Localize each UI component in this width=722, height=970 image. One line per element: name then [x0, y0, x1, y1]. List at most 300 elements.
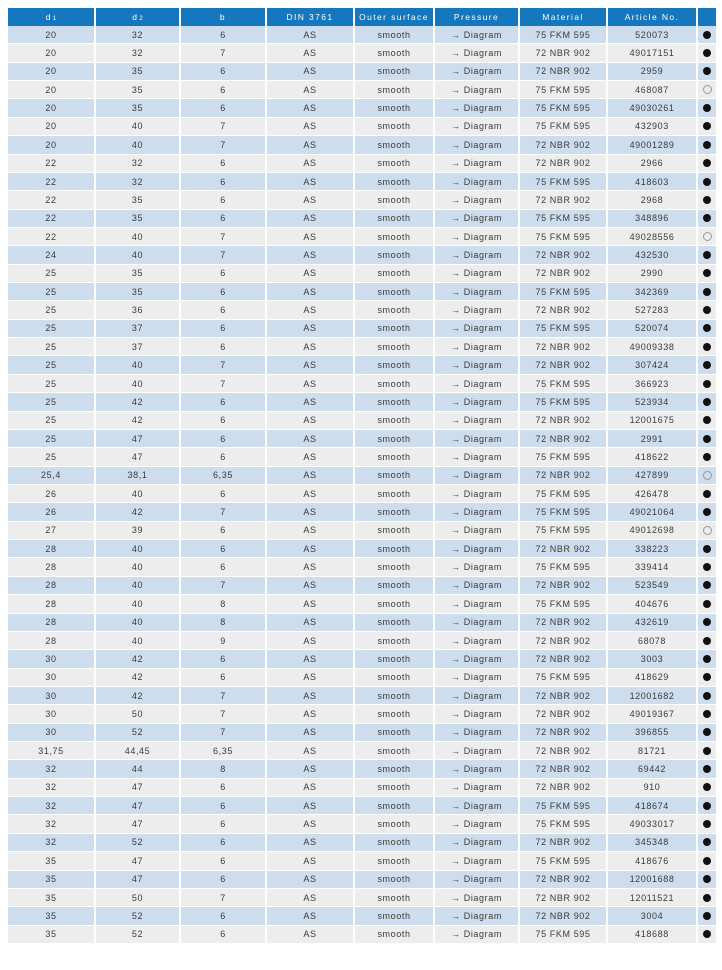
pressure-diagram-link[interactable]: → Diagram [435, 173, 520, 190]
availability-cell [698, 118, 716, 135]
table-row [8, 301, 716, 319]
cell-din-3761: AS [267, 522, 355, 539]
pressure-diagram-link[interactable]: → Diagram [435, 265, 520, 282]
cell-b: 7 [181, 375, 267, 392]
cell-outer-surface: smooth [355, 871, 435, 888]
pressure-diagram-link[interactable]: → Diagram [435, 760, 520, 777]
cell-article-no: 396855 [608, 724, 698, 741]
cell-outer-surface: smooth [355, 669, 435, 686]
cell-d2: 32 [96, 173, 181, 190]
cell-d1: 20 [8, 26, 96, 43]
cell-d1: 25 [8, 283, 96, 300]
cell-d2: 42 [96, 503, 181, 520]
cell-din-3761: AS [267, 155, 355, 172]
table-row [8, 614, 716, 632]
cell-article-no: 2990 [608, 265, 698, 282]
pressure-diagram-link[interactable]: → Diagram [435, 26, 520, 43]
cell-b: 6 [181, 558, 267, 575]
cell-d2: 35 [96, 283, 181, 300]
cell-b: 6 [181, 485, 267, 502]
pressure-diagram-link[interactable]: → Diagram [435, 871, 520, 888]
availability-cell [698, 246, 716, 263]
cell-din-3761: AS [267, 448, 355, 465]
table-row [8, 191, 716, 209]
table-row [8, 265, 716, 283]
cell-d2: 42 [96, 412, 181, 429]
filled-circle-icon [703, 288, 711, 296]
filled-circle-icon [703, 581, 711, 589]
cell-outer-surface: smooth [355, 393, 435, 410]
availability-cell [698, 210, 716, 227]
cell-outer-surface: smooth [355, 632, 435, 649]
table-row [8, 595, 716, 613]
availability-cell [698, 26, 716, 43]
cell-material: 75 FKM 595 [520, 503, 608, 520]
cell-d2: 35 [96, 191, 181, 208]
cell-din-3761: AS [267, 687, 355, 704]
cell-d2: 42 [96, 687, 181, 704]
availability-cell [698, 467, 716, 484]
cell-d2: 35 [96, 265, 181, 282]
cell-b: 7 [181, 687, 267, 704]
cell-b: 6 [181, 834, 267, 851]
pressure-diagram-link[interactable]: → Diagram [435, 724, 520, 741]
cell-material: 75 FKM 595 [520, 522, 608, 539]
cell-material: 72 NBR 902 [520, 356, 608, 373]
pressure-diagram-link[interactable]: → Diagram [435, 375, 520, 392]
cell-d2: 52 [96, 907, 181, 924]
cell-b: 6 [181, 522, 267, 539]
cell-article-no: 49001289 [608, 136, 698, 153]
availability-cell [698, 191, 716, 208]
cell-outer-surface: smooth [355, 705, 435, 722]
cell-b: 6,35 [181, 467, 267, 484]
cell-d1: 25 [8, 448, 96, 465]
cell-outer-surface: smooth [355, 338, 435, 355]
cell-outer-surface: smooth [355, 815, 435, 832]
pressure-diagram-link[interactable]: → Diagram [435, 448, 520, 465]
cell-article-no: 418622 [608, 448, 698, 465]
cell-material: 75 FKM 595 [520, 173, 608, 190]
table-row [8, 210, 716, 228]
pressure-diagram-link[interactable]: → Diagram [435, 852, 520, 869]
pressure-diagram-link[interactable]: → Diagram [435, 191, 520, 208]
cell-d1: 28 [8, 558, 96, 575]
cell-d2: 32 [96, 155, 181, 172]
cell-outer-surface: smooth [355, 448, 435, 465]
filled-circle-icon [703, 122, 711, 130]
cell-d1: 22 [8, 210, 96, 227]
pressure-diagram-link[interactable]: → Diagram [435, 558, 520, 575]
pressure-diagram-link[interactable]: → Diagram [435, 705, 520, 722]
open-circle-icon [703, 85, 712, 94]
table-row [8, 375, 716, 393]
cell-article-no: 49012698 [608, 522, 698, 539]
cell-din-3761: AS [267, 705, 355, 722]
filled-circle-icon [703, 802, 711, 810]
filled-circle-icon [703, 435, 711, 443]
cell-material: 75 FKM 595 [520, 393, 608, 410]
cell-din-3761: AS [267, 852, 355, 869]
table-row [8, 412, 716, 430]
pressure-diagram-link[interactable]: → Diagram [435, 118, 520, 135]
cell-d2: 40 [96, 136, 181, 153]
pressure-diagram-link[interactable]: → Diagram [435, 356, 520, 373]
cell-outer-surface: smooth [355, 26, 435, 43]
cell-article-no: 2966 [608, 155, 698, 172]
cell-material: 75 FKM 595 [520, 852, 608, 869]
pressure-diagram-link[interactable]: → Diagram [435, 338, 520, 355]
cell-d1: 20 [8, 63, 96, 80]
table-row [8, 118, 716, 136]
pressure-diagram-link[interactable]: → Diagram [435, 99, 520, 116]
column-header-d2 [96, 8, 181, 26]
cell-article-no: 342369 [608, 283, 698, 300]
cell-d2: 40 [96, 228, 181, 245]
pressure-diagram-link[interactable]: → Diagram [435, 632, 520, 649]
table-row [8, 577, 716, 595]
cell-din-3761: AS [267, 614, 355, 631]
table-row [8, 81, 716, 99]
cell-din-3761: AS [267, 283, 355, 300]
cell-din-3761: AS [267, 779, 355, 796]
cell-material: 75 FKM 595 [520, 797, 608, 814]
cell-b: 6 [181, 155, 267, 172]
table-row [8, 283, 716, 301]
pressure-diagram-link[interactable]: → Diagram [435, 815, 520, 832]
pressure-diagram-link[interactable]: → Diagram [435, 485, 520, 502]
cell-d1: 25 [8, 301, 96, 318]
filled-circle-icon [703, 49, 711, 57]
pressure-diagram-link[interactable]: → Diagram [435, 779, 520, 796]
cell-material: 72 NBR 902 [520, 907, 608, 924]
table-row [8, 669, 716, 687]
filled-circle-icon [703, 728, 711, 736]
cell-article-no: 2968 [608, 191, 698, 208]
table-row [8, 834, 716, 852]
cell-b: 6 [181, 852, 267, 869]
cell-d1: 35 [8, 871, 96, 888]
availability-cell [698, 540, 716, 557]
cell-d1: 20 [8, 81, 96, 98]
cell-d1: 35 [8, 926, 96, 943]
cell-material: 72 NBR 902 [520, 632, 608, 649]
pressure-diagram-link[interactable]: → Diagram [435, 467, 520, 484]
cell-d2: 40 [96, 632, 181, 649]
cell-d2: 36 [96, 301, 181, 318]
availability-cell [698, 338, 716, 355]
cell-b: 6 [181, 907, 267, 924]
cell-d1: 25 [8, 393, 96, 410]
cell-article-no: 68078 [608, 632, 698, 649]
cell-din-3761: AS [267, 246, 355, 263]
cell-d1: 35 [8, 852, 96, 869]
cell-d1: 30 [8, 669, 96, 686]
table-row [8, 246, 716, 264]
cell-d2: 40 [96, 246, 181, 263]
pressure-diagram-link[interactable]: → Diagram [435, 595, 520, 612]
availability-cell [698, 724, 716, 741]
cell-material: 75 FKM 595 [520, 669, 608, 686]
cell-din-3761: AS [267, 210, 355, 227]
cell-b: 7 [181, 44, 267, 61]
cell-article-no: 418688 [608, 926, 698, 943]
table-row [8, 907, 716, 925]
cell-article-no: 366923 [608, 375, 698, 392]
availability-cell [698, 742, 716, 759]
column-header-pressure [435, 8, 520, 26]
cell-b: 8 [181, 760, 267, 777]
filled-circle-icon [703, 251, 711, 259]
cell-b: 7 [181, 724, 267, 741]
pressure-diagram-link[interactable]: → Diagram [435, 393, 520, 410]
cell-material: 75 FKM 595 [520, 210, 608, 227]
cell-d1: 30 [8, 687, 96, 704]
table-row [8, 871, 716, 889]
cell-d2: 32 [96, 26, 181, 43]
cell-article-no: 12001688 [608, 871, 698, 888]
pressure-diagram-link[interactable]: → Diagram [435, 834, 520, 851]
cell-article-no: 910 [608, 779, 698, 796]
availability-cell [698, 448, 716, 465]
cell-b: 6 [181, 871, 267, 888]
cell-din-3761: AS [267, 81, 355, 98]
availability-cell [698, 834, 716, 851]
pressure-diagram-link[interactable]: → Diagram [435, 412, 520, 429]
cell-outer-surface: smooth [355, 926, 435, 943]
pressure-diagram-link[interactable]: → Diagram [435, 320, 520, 337]
cell-article-no: 49021064 [608, 503, 698, 520]
cell-d2: 50 [96, 889, 181, 906]
cell-din-3761: AS [267, 907, 355, 924]
cell-article-no: 307424 [608, 356, 698, 373]
cell-d2: 40 [96, 595, 181, 612]
cell-material: 72 NBR 902 [520, 742, 608, 759]
cell-article-no: 49028556 [608, 228, 698, 245]
cell-material: 75 FKM 595 [520, 228, 608, 245]
cell-b: 6 [181, 173, 267, 190]
pressure-diagram-link[interactable]: → Diagram [435, 246, 520, 263]
availability-cell [698, 283, 716, 300]
pressure-diagram-link[interactable]: → Diagram [435, 540, 520, 557]
cell-material: 75 FKM 595 [520, 320, 608, 337]
cell-d1: 20 [8, 44, 96, 61]
cell-outer-surface: smooth [355, 283, 435, 300]
filled-circle-icon [703, 875, 711, 883]
pressure-diagram-link[interactable]: → Diagram [435, 228, 520, 245]
availability-cell [698, 797, 716, 814]
cell-article-no: 418676 [608, 852, 698, 869]
pressure-diagram-link[interactable]: → Diagram [435, 742, 520, 759]
filled-circle-icon [703, 416, 711, 424]
pressure-diagram-link[interactable]: → Diagram [435, 889, 520, 906]
cell-d2: 39 [96, 522, 181, 539]
cell-article-no: 404676 [608, 595, 698, 612]
availability-cell [698, 614, 716, 631]
cell-outer-surface: smooth [355, 889, 435, 906]
filled-circle-icon [703, 838, 711, 846]
cell-din-3761: AS [267, 834, 355, 851]
cell-material: 72 NBR 902 [520, 687, 608, 704]
cell-material: 75 FKM 595 [520, 485, 608, 502]
pressure-diagram-link[interactable]: → Diagram [435, 81, 520, 98]
column-header-material [520, 8, 608, 26]
filled-circle-icon [703, 306, 711, 314]
cell-outer-surface: smooth [355, 503, 435, 520]
filled-circle-icon [703, 508, 711, 516]
pressure-diagram-link[interactable]: → Diagram [435, 650, 520, 667]
pressure-diagram-link[interactable]: → Diagram [435, 44, 520, 61]
cell-din-3761: AS [267, 742, 355, 759]
cell-d2: 40 [96, 577, 181, 594]
cell-d1: 24 [8, 246, 96, 263]
cell-outer-surface: smooth [355, 687, 435, 704]
cell-d1: 25 [8, 430, 96, 447]
cell-outer-surface: smooth [355, 779, 435, 796]
pressure-diagram-link[interactable]: → Diagram [435, 430, 520, 447]
cell-material: 75 FKM 595 [520, 81, 608, 98]
table-row [8, 760, 716, 778]
pressure-diagram-link[interactable]: → Diagram [435, 687, 520, 704]
filled-circle-icon [703, 178, 711, 186]
cell-d2: 52 [96, 724, 181, 741]
cell-din-3761: AS [267, 485, 355, 502]
cell-d2: 50 [96, 705, 181, 722]
cell-din-3761: AS [267, 173, 355, 190]
cell-b: 6 [181, 26, 267, 43]
filled-circle-icon [703, 196, 711, 204]
column-header-availability [698, 8, 716, 26]
cell-d1: 35 [8, 907, 96, 924]
availability-cell [698, 669, 716, 686]
cell-d1: 28 [8, 632, 96, 649]
filled-circle-icon [703, 214, 711, 222]
cell-outer-surface: smooth [355, 558, 435, 575]
cell-material: 72 NBR 902 [520, 467, 608, 484]
pressure-diagram-link[interactable]: → Diagram [435, 210, 520, 227]
cell-din-3761: AS [267, 356, 355, 373]
filled-circle-icon [703, 820, 711, 828]
cell-din-3761: AS [267, 63, 355, 80]
cell-din-3761: AS [267, 301, 355, 318]
cell-d2: 52 [96, 834, 181, 851]
pressure-diagram-link[interactable]: → Diagram [435, 283, 520, 300]
table-row [8, 522, 716, 540]
filled-circle-icon [703, 67, 711, 75]
cell-material: 72 NBR 902 [520, 577, 608, 594]
pressure-diagram-link[interactable]: → Diagram [435, 577, 520, 594]
filled-circle-icon [703, 563, 711, 571]
availability-cell [698, 926, 716, 943]
cell-article-no: 2959 [608, 63, 698, 80]
cell-article-no: 3004 [608, 907, 698, 924]
column-header-label: Material [542, 12, 584, 22]
cell-din-3761: AS [267, 760, 355, 777]
cell-b: 6 [181, 669, 267, 686]
availability-cell [698, 907, 716, 924]
filled-circle-icon [703, 159, 711, 167]
cell-article-no: 523549 [608, 577, 698, 594]
filled-circle-icon [703, 453, 711, 461]
column-header-label: Article No. [624, 12, 680, 22]
table-row [8, 26, 716, 44]
pressure-diagram-link[interactable]: → Diagram [435, 926, 520, 943]
column-header-d1 [8, 8, 96, 26]
cell-d1: 32 [8, 834, 96, 851]
cell-article-no: 426478 [608, 485, 698, 502]
cell-din-3761: AS [267, 577, 355, 594]
cell-b: 7 [181, 118, 267, 135]
filled-circle-icon [703, 490, 711, 498]
cell-b: 6 [181, 797, 267, 814]
cell-article-no: 338223 [608, 540, 698, 557]
filled-circle-icon [703, 545, 711, 553]
table-row [8, 173, 716, 191]
availability-cell [698, 301, 716, 318]
cell-d2: 52 [96, 926, 181, 943]
filled-circle-icon [703, 361, 711, 369]
pressure-diagram-link[interactable]: → Diagram [435, 907, 520, 924]
cell-material: 75 FKM 595 [520, 558, 608, 575]
pressure-diagram-link[interactable]: → Diagram [435, 63, 520, 80]
cell-outer-surface: smooth [355, 301, 435, 318]
cell-b: 6 [181, 779, 267, 796]
table-row [8, 779, 716, 797]
cell-d2: 47 [96, 815, 181, 832]
table-row [8, 99, 716, 117]
cell-material: 75 FKM 595 [520, 926, 608, 943]
cell-d1: 28 [8, 540, 96, 557]
pressure-diagram-link[interactable]: → Diagram [435, 797, 520, 814]
availability-cell [698, 44, 716, 61]
cell-outer-surface: smooth [355, 118, 435, 135]
cell-din-3761: AS [267, 375, 355, 392]
cell-article-no: 345348 [608, 834, 698, 851]
pressure-diagram-link[interactable]: → Diagram [435, 669, 520, 686]
cell-material: 72 NBR 902 [520, 650, 608, 667]
table-row [8, 448, 716, 466]
cell-outer-surface: smooth [355, 210, 435, 227]
pressure-diagram-link[interactable]: → Diagram [435, 155, 520, 172]
cell-d1: 26 [8, 485, 96, 502]
column-header-label: d [45, 12, 52, 22]
availability-cell [698, 430, 716, 447]
pressure-diagram-link[interactable]: → Diagram [435, 301, 520, 318]
cell-b: 7 [181, 503, 267, 520]
pressure-diagram-link[interactable]: → Diagram [435, 503, 520, 520]
table-row [8, 540, 716, 558]
table-row [8, 650, 716, 668]
pressure-diagram-link[interactable]: → Diagram [435, 614, 520, 631]
cell-din-3761: AS [267, 191, 355, 208]
table-row [8, 797, 716, 815]
column-header-label: b [219, 12, 227, 22]
cell-din-3761: AS [267, 815, 355, 832]
cell-din-3761: AS [267, 412, 355, 429]
filled-circle-icon [703, 783, 711, 791]
cell-din-3761: AS [267, 650, 355, 667]
table-row [8, 815, 716, 833]
pressure-diagram-link[interactable]: → Diagram [435, 522, 520, 539]
cell-d2: 40 [96, 540, 181, 557]
pressure-diagram-link[interactable]: → Diagram [435, 136, 520, 153]
cell-d1: 32 [8, 797, 96, 814]
cell-d2: 35 [96, 99, 181, 116]
cell-d2: 40 [96, 356, 181, 373]
cell-b: 6,35 [181, 742, 267, 759]
availability-cell [698, 577, 716, 594]
cell-article-no: 81721 [608, 742, 698, 759]
